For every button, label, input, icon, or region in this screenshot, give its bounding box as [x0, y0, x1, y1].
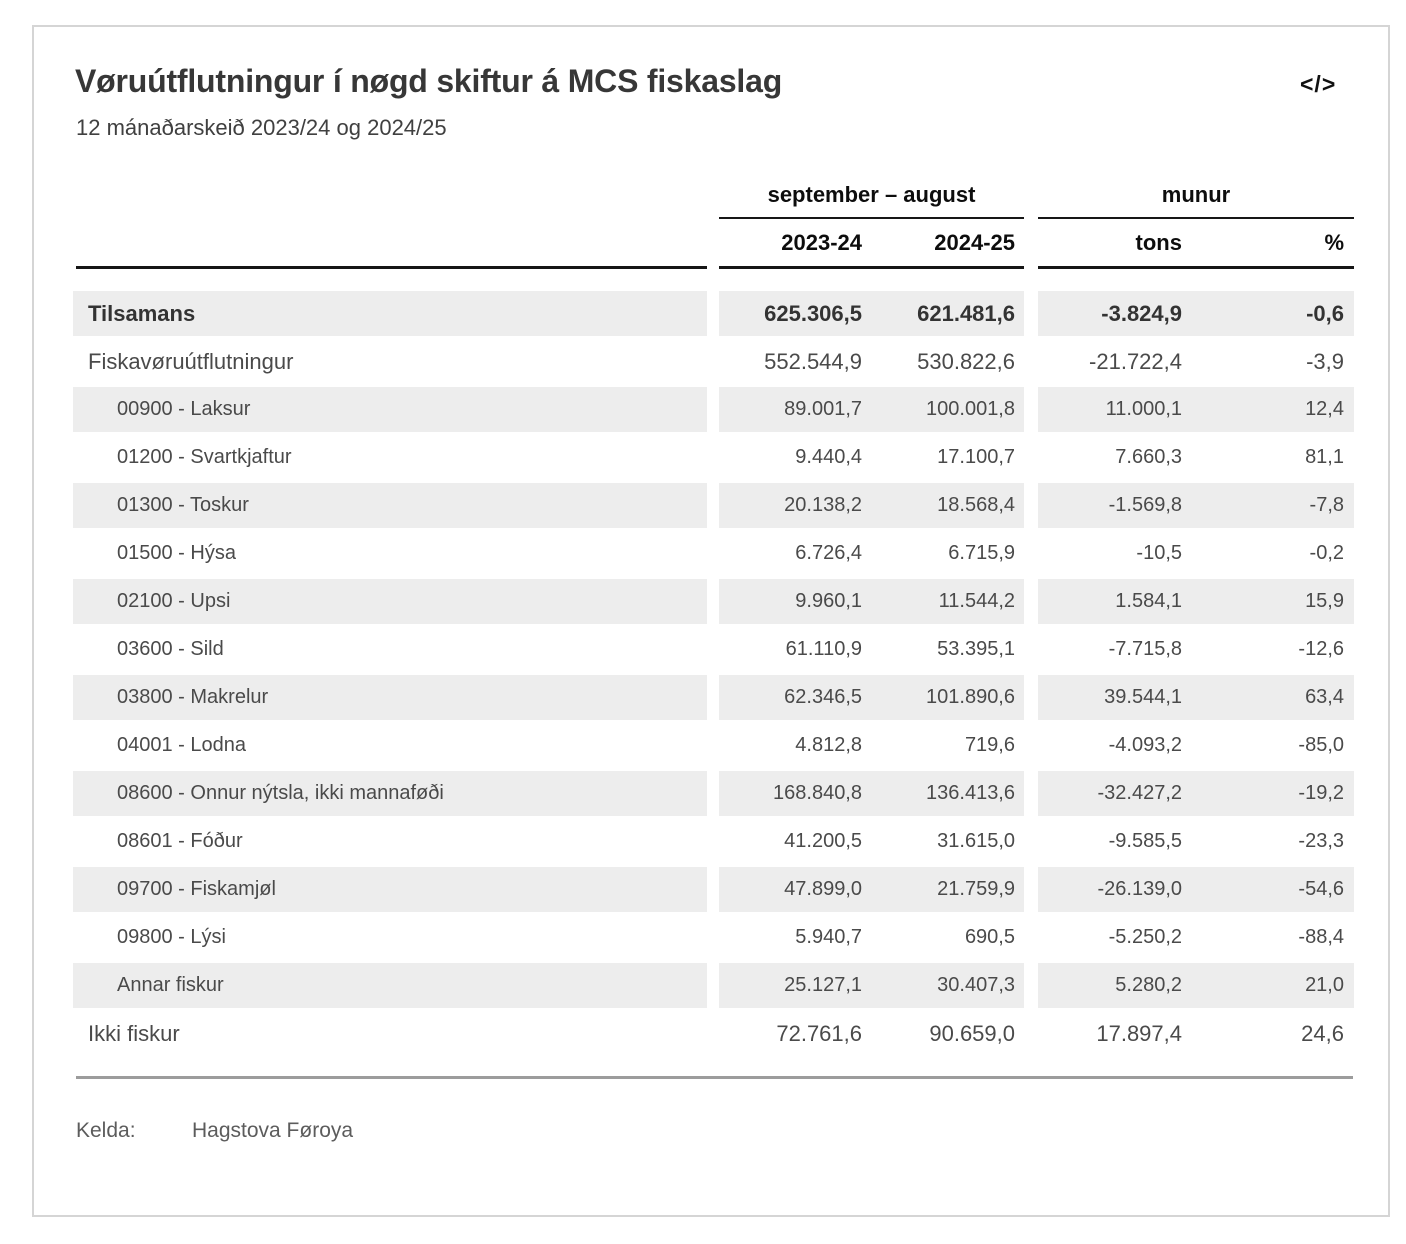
- row-difference-values: [1038, 963, 1354, 1008]
- table-row: [34, 675, 1388, 723]
- row-label: 08601 - Fóður: [117, 830, 243, 852]
- cell-tons: 5.280,2: [1115, 974, 1182, 996]
- table-row: [34, 435, 1388, 483]
- cell-tons: -7.715,8: [1108, 638, 1182, 660]
- cell-2024-25: 17.100,7: [937, 446, 1015, 468]
- row-period-values: [719, 723, 1024, 768]
- cell-tons: 17.897,4: [1096, 1020, 1182, 1046]
- cell-tons: -26.139,0: [1097, 878, 1182, 900]
- cell-percent: -88,4: [1298, 926, 1344, 948]
- row-difference-values: [1038, 531, 1354, 576]
- divider: [76, 266, 707, 269]
- cell-2023-24: 89.001,7: [784, 398, 862, 420]
- table-widget-card: [32, 25, 1390, 1217]
- column-header-tons: tons: [1135, 230, 1182, 255]
- row-difference-values: [1038, 627, 1354, 672]
- column-group-period: september – august: [767, 182, 976, 207]
- cell-2024-25: 6.715,9: [948, 542, 1015, 564]
- cell-tons: -21.722,4: [1089, 348, 1182, 374]
- cell-percent: 12,4: [1305, 398, 1344, 420]
- cell-2024-25: 719,6: [964, 734, 1015, 756]
- row-label: 01200 - Svartkjaftur: [117, 446, 292, 468]
- table-body: [34, 291, 1388, 1059]
- cell-2024-25: 21.759,9: [937, 878, 1015, 900]
- cell-tons: 1.584,1: [1115, 590, 1182, 612]
- row-label: 01500 - Hýsa: [117, 542, 236, 564]
- divider: [719, 266, 1024, 269]
- embed-code-icon[interactable]: </>: [1300, 71, 1337, 97]
- row-difference-values: [1038, 723, 1354, 768]
- cell-2023-24: 4.812,8: [795, 734, 862, 756]
- row-period-values: [719, 771, 1024, 816]
- cell-tons: 7.660,3: [1115, 446, 1182, 468]
- cell-2024-25: 30.407,3: [937, 974, 1015, 996]
- row-period-values: [719, 435, 1024, 480]
- cell-2024-25: 530.822,6: [917, 348, 1015, 374]
- cell-percent: -85,0: [1298, 734, 1344, 756]
- row-label: 02100 - Upsi: [73, 579, 707, 624]
- table-row: [34, 579, 1388, 627]
- cell-tons: -5.250,2: [1108, 926, 1182, 948]
- table-row: [34, 387, 1388, 435]
- cell-tons: 11.000,1: [1105, 398, 1182, 420]
- cell-2023-24: 552.544,9: [764, 348, 862, 374]
- row-period-values: [719, 675, 1024, 720]
- row-difference-values: [1038, 1011, 1354, 1056]
- row-period-values: [719, 1011, 1024, 1056]
- cell-percent: 21,0: [1305, 974, 1344, 996]
- cell-percent: -7,8: [1309, 494, 1344, 516]
- cell-tons: -10,5: [1136, 542, 1182, 564]
- row-period-values: [719, 387, 1024, 432]
- cell-2023-24: 62.346,5: [784, 686, 862, 708]
- row-difference-values: [1038, 483, 1354, 528]
- cell-2024-25: 101.890,6: [926, 686, 1015, 708]
- row-label: Annar fiskur: [73, 963, 707, 1008]
- row-difference-values: [1038, 339, 1354, 384]
- column-header-percent: %: [1324, 230, 1344, 255]
- cell-2024-25: 690,5: [964, 926, 1015, 948]
- row-period-values: [719, 819, 1024, 864]
- row-difference-values: [1038, 867, 1354, 912]
- table-row: [34, 291, 1388, 339]
- cell-percent: -3,9: [1306, 348, 1344, 374]
- divider: [1038, 266, 1354, 269]
- cell-tons: -4.093,2: [1108, 734, 1182, 756]
- cell-percent: 63,4: [1305, 686, 1344, 708]
- cell-tons: 39.544,1: [1104, 686, 1182, 708]
- cell-2023-24: 20.138,2: [784, 494, 862, 516]
- cell-2023-24: 6.726,4: [795, 542, 862, 564]
- source-value: Hagstova Føroya: [192, 1119, 354, 1142]
- table-row: [34, 915, 1388, 963]
- row-difference-values: [1038, 771, 1354, 816]
- row-period-values: [719, 627, 1024, 672]
- cell-tons: -3.824,9: [1101, 300, 1182, 326]
- cell-2024-25: 100.001,8: [926, 398, 1015, 420]
- row-label: 09700 - Fiskamjøl: [73, 867, 707, 912]
- table-row: [34, 531, 1388, 579]
- cell-percent: -23,3: [1298, 830, 1344, 852]
- cell-2023-24: 72.761,6: [776, 1020, 862, 1046]
- cell-2024-25: 90.659,0: [929, 1020, 1015, 1046]
- table-row: [34, 867, 1388, 915]
- column-header-2023-24: 2023-24: [781, 230, 862, 255]
- cell-2024-25: 621.481,6: [917, 300, 1015, 326]
- table-row: [34, 771, 1388, 819]
- page-title: Vøruútflutningur í nøgd skiftur á MCS fiskaslag: [75, 63, 783, 99]
- row-label: Tilsamans: [73, 291, 707, 336]
- row-period-values: [719, 963, 1024, 1008]
- table-row: [34, 963, 1388, 1011]
- cell-2024-25: 136.413,6: [926, 782, 1015, 804]
- cell-tons: -32.427,2: [1097, 782, 1182, 804]
- cell-2023-24: 25.127,1: [784, 974, 862, 996]
- row-difference-values: [1038, 387, 1354, 432]
- row-label: 01300 - Toskur: [73, 483, 707, 528]
- cell-2024-25: 53.395,1: [937, 638, 1015, 660]
- table-row: [34, 723, 1388, 771]
- row-label: 03600 - Sild: [117, 638, 224, 660]
- cell-2023-24: 9.440,4: [795, 446, 862, 468]
- row-difference-values: [1038, 435, 1354, 480]
- row-label: Ikki fiskur: [88, 1020, 180, 1046]
- divider: [1038, 217, 1354, 219]
- divider: [76, 1076, 1353, 1079]
- cell-percent: 81,1: [1305, 446, 1344, 468]
- cell-2023-24: 41.200,5: [784, 830, 862, 852]
- cell-percent: -19,2: [1298, 782, 1344, 804]
- cell-2024-25: 31.615,0: [937, 830, 1015, 852]
- cell-2023-24: 9.960,1: [795, 590, 862, 612]
- page-subtitle: 12 mánaðarskeið 2023/24 og 2024/25: [76, 115, 447, 140]
- cell-2023-24: 625.306,5: [764, 300, 862, 326]
- source-label: Kelda:: [76, 1119, 136, 1142]
- row-label: 04001 - Lodna: [117, 734, 247, 756]
- cell-percent: -12,6: [1298, 638, 1344, 660]
- row-period-values: [719, 291, 1024, 336]
- cell-2023-24: 5.940,7: [795, 926, 862, 948]
- cell-percent: 24,6: [1301, 1020, 1344, 1046]
- row-difference-values: [1038, 291, 1354, 336]
- table-row: [34, 819, 1388, 867]
- cell-percent: -54,6: [1298, 878, 1344, 900]
- row-label: 03800 - Makrelur: [73, 675, 707, 720]
- row-difference-values: [1038, 579, 1354, 624]
- row-period-values: [719, 915, 1024, 960]
- row-period-values: [719, 483, 1024, 528]
- row-period-values: [719, 531, 1024, 576]
- cell-tons: -1.569,8: [1108, 494, 1182, 516]
- row-label: Fiskavøruútflutningur: [88, 348, 294, 374]
- cell-2023-24: 47.899,0: [784, 878, 862, 900]
- table-row: [34, 1011, 1388, 1059]
- table-row: [34, 627, 1388, 675]
- cell-2023-24: 168.840,8: [773, 782, 862, 804]
- row-label: 08600 - Onnur nýtsla, ikki mannaføði: [73, 771, 707, 816]
- table-row: [34, 339, 1388, 387]
- cell-2024-25: 18.568,4: [937, 494, 1015, 516]
- cell-percent: -0,6: [1306, 300, 1344, 326]
- table-row: [34, 483, 1388, 531]
- column-group-difference: munur: [1161, 182, 1231, 207]
- cell-tons: -9.585,5: [1108, 830, 1182, 852]
- row-difference-values: [1038, 915, 1354, 960]
- cell-percent: 15,9: [1305, 590, 1344, 612]
- row-label: 09800 - Lýsi: [117, 926, 226, 948]
- row-period-values: [719, 579, 1024, 624]
- row-difference-values: [1038, 819, 1354, 864]
- row-label: 00900 - Laksur: [73, 387, 707, 432]
- cell-percent: -0,2: [1309, 542, 1344, 564]
- row-period-values: [719, 867, 1024, 912]
- row-period-values: [719, 339, 1024, 384]
- column-header-2024-25: 2024-25: [934, 230, 1015, 255]
- cell-2023-24: 61.110,9: [785, 638, 862, 660]
- cell-2024-25: 11.544,2: [938, 590, 1015, 612]
- divider: [719, 217, 1024, 219]
- row-difference-values: [1038, 675, 1354, 720]
